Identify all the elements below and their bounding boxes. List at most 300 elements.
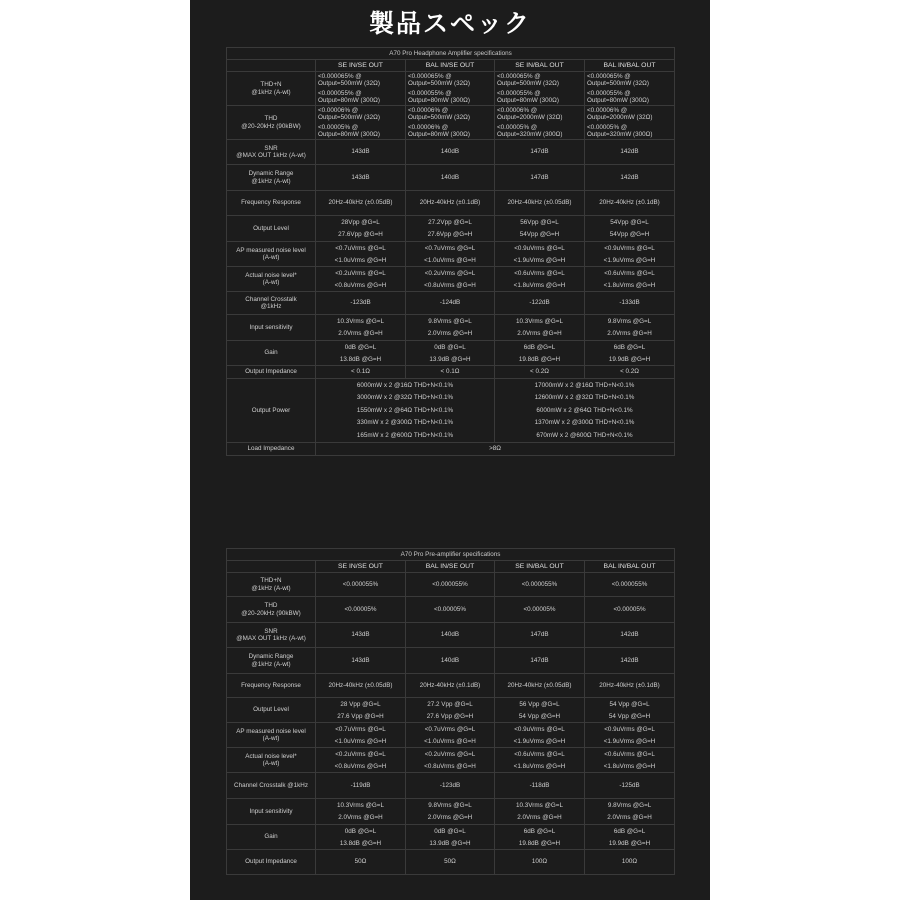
cell-values: [497, 699, 582, 722]
table-cell: 100Ω: [495, 850, 585, 875]
table-row: [227, 366, 675, 379]
cell-value: 10.3Vrms @G=L: [337, 801, 384, 809]
row-label: Output Level: [227, 698, 316, 723]
table-cell: [406, 315, 495, 341]
table-cell: [495, 698, 585, 723]
cell-value: 54Vpp @G=H: [609, 230, 650, 238]
table-cell: 143dB: [316, 648, 406, 674]
table-cell: 20Hz-40kHz (±0.1dB): [406, 674, 495, 698]
column-header-row: [227, 60, 675, 72]
table-cell: [495, 341, 585, 366]
row-label: Gain: [227, 825, 316, 850]
load-impedance-row: [227, 443, 675, 456]
cell-value: <1.8uVrms @G=H: [513, 281, 566, 289]
cell-value: <0.9uVrms @G=L: [514, 725, 565, 733]
cell-values: [587, 73, 672, 105]
cell-value: <1.9uVrms @G=H: [603, 737, 656, 745]
table-cell: [316, 748, 406, 773]
cell-values: [497, 243, 582, 266]
cell-values: [587, 107, 672, 139]
row-label: Dynamic Range @1kHz (A-wt): [227, 648, 316, 674]
cell-values: [497, 316, 582, 340]
cell-values: [587, 699, 672, 722]
table-cell: [585, 799, 675, 825]
cell-value: <0.6uVrms @G=L: [604, 269, 655, 277]
table-cell: [585, 242, 675, 267]
table-cell: [585, 748, 675, 773]
table-cell: [495, 799, 585, 825]
cell-value: 19.8dB @G=H: [518, 839, 561, 847]
cell-values: [408, 749, 492, 772]
table-cell: [585, 72, 675, 106]
table-cell: 142dB: [585, 623, 675, 648]
table-cell: 20Hz-40kHz (±0.1dB): [406, 191, 495, 216]
cell-value: 9.8Vrms @G=L: [607, 801, 652, 809]
cell-value: 10.3Vrms @G=L: [337, 317, 384, 325]
table-cell: 140dB: [406, 648, 495, 674]
cell-values: [318, 243, 403, 266]
cell-value: 1550mW x 2 @64Ω THD+N<0.1%: [356, 406, 454, 414]
cell-value: 27.6Vpp @G=H: [338, 230, 383, 238]
row-label: SNR @MAX OUT 1kHz (A-wt): [227, 140, 316, 165]
cell-value: 10.3Vrms @G=L: [516, 801, 563, 809]
cell-value: <0.2uVrms @G=L: [335, 269, 386, 277]
table-row: [227, 648, 675, 674]
cell-value: 6dB @G=L: [523, 827, 556, 835]
cell-value: 54 Vpp @G=L: [609, 700, 650, 708]
cell-value: 19.8dB @G=H: [518, 355, 561, 363]
row-label: THD @20-20kHz (90kBW): [227, 106, 316, 140]
table-caption: A70 Pro Pre-amplifier specifications: [227, 549, 675, 561]
cell-values: [587, 316, 672, 340]
column-header: SE IN/BAL OUT: [495, 60, 585, 72]
table-row: [227, 341, 675, 366]
table-cell: 140dB: [406, 623, 495, 648]
cell-value: <0.00006% @ Output=2000mW (32Ω): [497, 106, 563, 121]
cell-value: 27.2 Vpp @G=L: [427, 700, 473, 708]
cell-value: <0.00006% @ Output=500mW (32Ω): [408, 106, 470, 121]
cell-value: <0.000055% @ Output=80mW (300Ω): [497, 90, 559, 105]
table-cell: -123dB: [406, 773, 495, 799]
cell-value: <0.2uVrms @G=L: [424, 269, 476, 277]
table-cell: [316, 315, 406, 341]
row-label: Gain: [227, 341, 316, 366]
row-label: Input sensitivity: [227, 315, 316, 341]
cell-value: 17000mW x 2 @16Ω THD+N<0.1%: [534, 381, 635, 389]
table-cell: 142dB: [585, 165, 675, 191]
table-cell: 20Hz-40kHz (±0.1dB): [585, 191, 675, 216]
cell-values: [587, 749, 672, 772]
table-cell: [406, 106, 495, 140]
table-row: [227, 140, 675, 165]
cell-value: <0.8uVrms @G=H: [424, 281, 476, 289]
cell-value: 0dB @G=L: [344, 343, 377, 351]
table-caption: A70 Pro Headphone Amplifier specifications: [227, 48, 675, 60]
cell-values: [587, 800, 672, 824]
cell-values: [587, 724, 672, 747]
cell-value: <0.00006% @ Output=2000mW (32Ω): [587, 106, 653, 121]
table-cell: 147dB: [495, 648, 585, 674]
table-cell: 143dB: [316, 623, 406, 648]
cell-value: <0.9uVrms @G=L: [604, 244, 655, 252]
cell-values: [497, 73, 582, 105]
table-cell: -122dB: [495, 292, 585, 315]
cell-value: <0.7uVrms @G=L: [424, 244, 476, 252]
cell-value: 2.0Vrms @G=H: [607, 329, 652, 337]
row-label: Channel Crosstalk @1kHz: [227, 773, 316, 799]
output-power-row: [227, 379, 675, 443]
output-power-se: [316, 379, 495, 443]
table-cell: 147dB: [495, 623, 585, 648]
cell-value: 12600mW x 2 @32Ω THD+N<0.1%: [534, 394, 635, 401]
table-row: [227, 748, 675, 773]
table-cell: 20Hz-40kHz (±0.05dB): [495, 674, 585, 698]
cell-value: <1.8uVrms @G=H: [513, 762, 566, 770]
table-row: [227, 698, 675, 723]
table-cell: [316, 267, 406, 292]
cell-values: [497, 217, 582, 241]
table-cell: 142dB: [585, 140, 675, 165]
cell-value: <0.00005% @ Output=320mW (300Ω): [497, 124, 563, 139]
table-cell: [406, 242, 495, 267]
table-cell: 20Hz-40kHz (±0.05dB): [495, 191, 585, 216]
table-cell: [495, 267, 585, 292]
table-cell: [406, 216, 495, 242]
table-cell: 20Hz-40kHz (±0.05dB): [316, 674, 406, 698]
cell-value: <0.000065% @ Output=500mW (32Ω): [497, 72, 559, 87]
cell-value: <0.000065% @ Output=500mW (32Ω): [318, 72, 380, 87]
cell-values: [408, 316, 492, 340]
table-cell: [316, 825, 406, 850]
table-caption-row: [227, 48, 675, 60]
table-cell: 143dB: [316, 165, 406, 191]
cell-value: <1.0uVrms @G=H: [424, 737, 476, 745]
table-cell: [406, 698, 495, 723]
cell-value: 54Vpp @G=H: [519, 230, 560, 238]
cell-values: [497, 107, 582, 139]
table-caption-row: [227, 549, 675, 561]
table-cell: 50Ω: [406, 850, 495, 875]
table-cell: [316, 341, 406, 366]
table-cell: [406, 825, 495, 850]
cell-value: <0.7uVrms @G=L: [335, 244, 386, 252]
table-cell: <0.00005%: [585, 597, 675, 623]
row-label: Channel Crosstalk @1kHz: [227, 292, 316, 315]
cell-value: <0.00006% @ Output=500mW (32Ω): [318, 106, 380, 121]
table-row: [227, 597, 675, 623]
table-row: [227, 623, 675, 648]
table-cell: [316, 216, 406, 242]
row-label: Frequency Response: [227, 191, 316, 216]
cell-value: 2.0Vrms @G=H: [517, 329, 562, 337]
cell-values: [408, 800, 492, 824]
table-cell: 50Ω: [316, 850, 406, 875]
table-cell: [406, 267, 495, 292]
table-cell: [495, 748, 585, 773]
table-row: [227, 292, 675, 315]
cell-value: 0dB @G=L: [434, 343, 466, 351]
row-label: Load Impedance: [227, 443, 316, 456]
cell-value: <0.7uVrms @G=L: [424, 725, 476, 733]
cell-values: [318, 749, 403, 772]
cell-value: 13.9dB @G=H: [429, 355, 471, 363]
cell-value: 19.9dB @G=H: [608, 355, 651, 363]
column-header: BAL IN/BAL OUT: [585, 561, 675, 573]
table-cell: [585, 267, 675, 292]
table-row: [227, 850, 675, 875]
row-label: Output Impedance: [227, 850, 316, 875]
cell-value: <0.00005% @ Output=320mW (300Ω): [587, 124, 653, 139]
table-cell: [406, 723, 495, 748]
table-row: [227, 723, 675, 748]
table-cell: [585, 723, 675, 748]
cell-value: 54Vpp @G=L: [610, 218, 649, 226]
cell-value: 2.0Vrms @G=H: [427, 329, 473, 337]
row-label: Dynamic Range @1kHz (A-wt): [227, 165, 316, 191]
table-cell: -123dB: [316, 292, 406, 315]
table-cell: [495, 315, 585, 341]
cell-values: [408, 217, 492, 241]
table-row: [227, 825, 675, 850]
cell-value: 13.8dB @G=H: [339, 839, 382, 847]
table-cell: 140dB: [406, 140, 495, 165]
table-cell: [585, 106, 675, 140]
table-cell: [316, 723, 406, 748]
table-cell: [585, 698, 675, 723]
table-cell: < 0.1Ω: [406, 366, 495, 379]
cell-value: 13.9dB @G=H: [429, 839, 471, 847]
cell-value: <1.0uVrms @G=H: [334, 737, 387, 745]
cell-values: [497, 724, 582, 747]
cell-values: [408, 268, 492, 291]
row-label: THD+N @1kHz (A-wt): [227, 72, 316, 106]
row-label: Output Impedance: [227, 366, 316, 379]
cell-value: <0.2uVrms @G=L: [335, 750, 386, 758]
table-cell: [495, 106, 585, 140]
table-cell: [406, 72, 495, 106]
cell-value: <1.9uVrms @G=H: [603, 256, 656, 264]
cell-value: <0.6uVrms @G=L: [514, 269, 565, 277]
table-cell: <0.000055%: [585, 573, 675, 597]
cell-values: [497, 826, 582, 849]
cell-values: [318, 107, 403, 139]
table-row: [227, 573, 675, 597]
row-label: SNR @MAX OUT 1kHz (A-wt): [227, 623, 316, 648]
table-cell: < 0.2Ω: [495, 366, 585, 379]
cell-value: <0.8uVrms @G=H: [334, 762, 387, 770]
table-cell: [585, 825, 675, 850]
cell-value: <1.0uVrms @G=H: [334, 256, 387, 264]
table-cell: 143dB: [316, 140, 406, 165]
cell-value: 2.0Vrms @G=H: [427, 813, 473, 821]
output-power-bal: [495, 379, 675, 443]
cell-value: 54 Vpp @G=H: [518, 712, 561, 720]
cell-values: [318, 826, 403, 849]
cell-value: 56 Vpp @G=L: [519, 700, 560, 708]
table-row: [227, 165, 675, 191]
cell-value: <0.000055% @ Output=80mW (300Ω): [408, 90, 470, 105]
cell-value: 6000mW x 2 @64Ω THD+N<0.1%: [536, 406, 633, 414]
column-header: BAL IN/SE OUT: [406, 561, 495, 573]
row-label: Output Power: [227, 379, 316, 443]
table-cell: 140dB: [406, 165, 495, 191]
row-label: AP measured noise level (A-wt): [227, 723, 316, 748]
cell-value: 6000mW x 2 @16Ω THD+N<0.1%: [356, 381, 454, 389]
cell-values: [587, 268, 672, 291]
cell-value: 6dB @G=L: [613, 343, 646, 351]
cell-value: 0dB @G=L: [344, 827, 377, 835]
cell-values: [497, 800, 582, 824]
cell-values: [497, 749, 582, 772]
cell-value: <0.8uVrms @G=H: [424, 762, 476, 770]
cell-value: <0.00006% @ Output=80mW (300Ω): [408, 124, 470, 139]
spec-panel: [190, 0, 710, 900]
row-label: Frequency Response: [227, 674, 316, 698]
cell-value: 27.6 Vpp @G=H: [426, 712, 474, 720]
column-header: BAL IN/SE OUT: [406, 60, 495, 72]
cell-value: 2.0Vrms @G=H: [338, 813, 383, 821]
table-cell: [406, 341, 495, 366]
table-cell: 100Ω: [585, 850, 675, 875]
cell-values: [318, 380, 492, 442]
table-cell: [495, 825, 585, 850]
page-title: 製品スペック: [368, 9, 531, 38]
cell-value: <0.000065% @ Output=500mW (32Ω): [587, 72, 649, 87]
table-cell: [316, 106, 406, 140]
cell-value: <0.2uVrms @G=L: [424, 750, 476, 758]
table-cell: <0.00005%: [495, 597, 585, 623]
cell-values: [318, 73, 403, 105]
cell-value: 28 Vpp @G=L: [340, 700, 381, 708]
table-cell: [316, 698, 406, 723]
cell-value: <0.9uVrms @G=L: [604, 725, 655, 733]
cell-values: [408, 73, 492, 105]
cell-value: 27.2Vpp @G=L: [428, 218, 472, 226]
cell-value: 2.0Vrms @G=H: [607, 813, 652, 821]
table-cell: <0.00005%: [316, 597, 406, 623]
table-cell: <0.00005%: [406, 597, 495, 623]
table-cell: [316, 799, 406, 825]
table-cell: [585, 341, 675, 366]
cell-values: [587, 342, 672, 365]
table-row: [227, 216, 675, 242]
table-cell: < 0.1Ω: [316, 366, 406, 379]
corner-cell: [227, 561, 316, 573]
row-label: Output Level: [227, 216, 316, 242]
cell-values: [587, 217, 672, 241]
cell-value: 165mW x 2 @600Ω THD+N<0.1%: [356, 431, 454, 439]
table-cell: [585, 216, 675, 242]
cell-values: [318, 800, 403, 824]
cell-values: [408, 699, 492, 722]
cell-values: [497, 268, 582, 291]
cell-value: 9.8Vrms @G=L: [428, 801, 472, 809]
preamp-spec-table: [226, 548, 675, 875]
cell-value: 13.8dB @G=H: [339, 355, 382, 363]
table-cell: -119dB: [316, 773, 406, 799]
cell-value: <0.9uVrms @G=L: [514, 244, 565, 252]
table-row: [227, 191, 675, 216]
cell-value: 9.8Vrms @G=L: [607, 317, 652, 325]
cell-value: <1.8uVrms @G=H: [603, 762, 656, 770]
cell-value: 0dB @G=L: [434, 827, 466, 835]
cell-value: 330mW x 2 @300Ω THD+N<0.1%: [356, 419, 454, 426]
headphone-amp-spec-table: [226, 47, 675, 456]
cell-values: [497, 380, 672, 442]
row-label: Actual noise level* (A-wt): [227, 748, 316, 773]
row-label: Input sensitivity: [227, 799, 316, 825]
cell-values: [497, 342, 582, 365]
corner-cell: [227, 60, 316, 72]
table-row: [227, 267, 675, 292]
table-cell: <0.000055%: [406, 573, 495, 597]
cell-value: 3000mW x 2 @32Ω THD+N<0.1%: [356, 394, 454, 401]
cell-values: [318, 342, 403, 365]
table-cell: [406, 799, 495, 825]
column-header-row: [227, 561, 675, 573]
cell-values: [408, 243, 492, 266]
table-cell: [316, 72, 406, 106]
cell-value: <1.9uVrms @G=H: [513, 256, 566, 264]
table-cell: -124dB: [406, 292, 495, 315]
cell-values: [318, 699, 403, 722]
cell-values: [408, 342, 492, 365]
cell-value: 6dB @G=L: [523, 343, 556, 351]
cell-value: <0.8uVrms @G=H: [334, 281, 387, 289]
cell-value: <0.00005% @ Output=80mW (300Ω): [318, 124, 380, 139]
table-cell: 20Hz-40kHz (±0.05dB): [316, 191, 406, 216]
cell-value: 19.9dB @G=H: [608, 839, 651, 847]
cell-value: 2.0Vrms @G=H: [338, 329, 383, 337]
cell-values: [318, 724, 403, 747]
cell-value: 27.6Vpp @G=H: [427, 230, 473, 238]
table-cell: [406, 748, 495, 773]
cell-values: [318, 268, 403, 291]
table-cell: 147dB: [495, 165, 585, 191]
cell-value: 28Vpp @G=L: [341, 218, 380, 226]
table-cell: <0.000055%: [316, 573, 406, 597]
table-row: [227, 106, 675, 140]
column-header: SE IN/SE OUT: [316, 60, 406, 72]
table-cell: <0.000055%: [495, 573, 585, 597]
cell-value: <0.000065% @ Output=500mW (32Ω): [408, 72, 470, 87]
cell-value: 2.0Vrms @G=H: [517, 813, 562, 821]
table-cell: >8Ω: [316, 443, 675, 456]
cell-values: [408, 826, 492, 849]
table-cell: [495, 723, 585, 748]
table-cell: [495, 216, 585, 242]
cell-value: 27.6 Vpp @G=H: [337, 712, 384, 720]
cell-values: [318, 316, 403, 340]
cell-value: <0.000055% @ Output=80mW (300Ω): [587, 90, 649, 105]
cell-value: <1.0uVrms @G=H: [424, 256, 476, 264]
column-header: BAL IN/BAL OUT: [585, 60, 675, 72]
cell-value: <0.6uVrms @G=L: [514, 750, 565, 758]
row-label: AP measured noise level (A-wt): [227, 242, 316, 267]
cell-value: 1370mW x 2 @300Ω THD+N<0.1%: [534, 419, 635, 426]
row-label: Actual noise level* (A-wt): [227, 267, 316, 292]
cell-value: <1.8uVrms @G=H: [603, 281, 656, 289]
cell-values: [587, 826, 672, 849]
table-cell: [495, 242, 585, 267]
cell-values: [408, 107, 492, 139]
cell-value: 9.8Vrms @G=L: [428, 317, 472, 325]
table-row: [227, 773, 675, 799]
table-row: [227, 242, 675, 267]
table-cell: 147dB: [495, 140, 585, 165]
table-cell: -125dB: [585, 773, 675, 799]
table-row: [227, 674, 675, 698]
